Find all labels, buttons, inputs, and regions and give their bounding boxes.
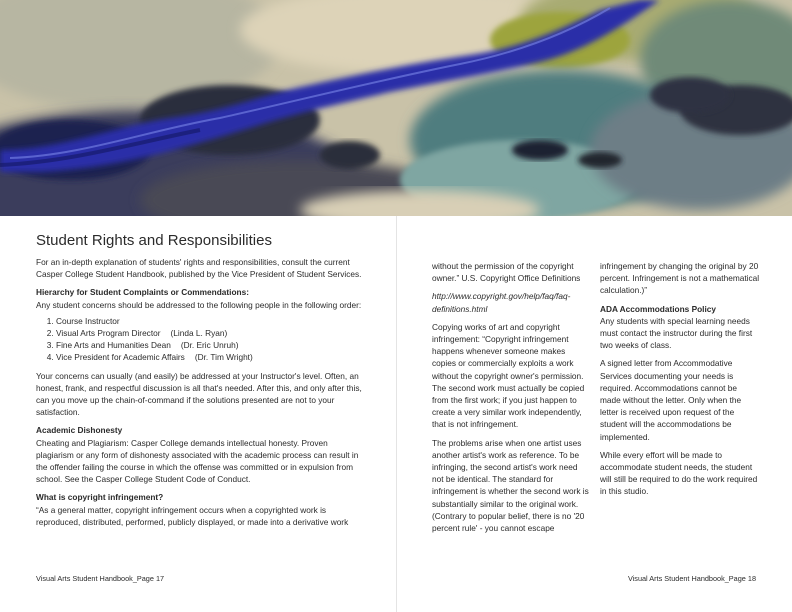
reference-paragraph: The problems arise when one artist uses another artist's work as reference. To be infringing, the second artist's work need not be identical. The standard for infringement is whether the second work is substantially similar to the original work. (Contrary to popular belief, there is no '20 percent rule' - you cannot escape (432, 437, 589, 534)
copyright-heading: What is copyright infringement? (36, 492, 164, 503)
intro-paragraph: For an in-depth explanation of students' rights and responsibilities, consult the current Casper College Student Handbook, published by the Vice President of Student Services. (36, 257, 362, 280)
ada-paragraph-1: Any students with special learning needs must contact the instructor during the first two weeks of class. (600, 315, 753, 351)
ada-paragraph-3: While every effort will be made to accommodate student needs, the student will still be required to do the work required in this studio. (600, 449, 758, 497)
dishonesty-heading: Academic Dishonesty (36, 425, 123, 436)
left-page-body (36, 256, 362, 534)
page-spine (396, 216, 397, 612)
concerns-paragraph: Your concerns can usually (and easily) be addressed at your Instructor's level. Often, an honest, frank, and respectful discussion is all that's needed. After this, and only after this, can you move up the chain-of-command if the solutions presented are not to your satisfaction. (36, 370, 362, 418)
right-page-column-1 (432, 260, 590, 540)
list-item: 1. Course Instructor (56, 315, 362, 327)
copyright-continued-paragraph: without the permission of the copyright owner.” U.S. Copyright Office Definitions (432, 261, 581, 284)
left-page-footer: Visual Arts Student Handbook_Page 17 (36, 574, 165, 583)
hierarchy-intro: Any student concerns should be addressed to the following people in the following order: (36, 299, 362, 310)
hierarchy-heading: Hierarchy for Student Complaints or Commendations: (36, 287, 249, 298)
page-title: Student Rights and Responsibilities (36, 232, 272, 249)
list-item: 3. Fine Arts and Humanities Dean (Dr. Eric Unruh) (56, 339, 362, 351)
right-page-column-2 (600, 260, 760, 504)
infringement-continued-paragraph: infringement by changing the original by 20 percent. Infringement is not a mathematical calculation.)” (600, 261, 760, 296)
header-painting-image (0, 0, 792, 216)
copyright-definitions-link[interactable]: http://www.copyright.gov/help/faq/faq-definitions.html (432, 291, 571, 314)
hierarchy-list (36, 315, 362, 364)
ada-paragraph-2: A signed letter from Accommodative Services documenting your needs is required. Accommodations cannot be made without the letter. Only when the letter is received upon request of the student will the accommodations be implemented. (600, 358, 742, 442)
ada-heading: ADA Accommodations Policy (600, 303, 717, 314)
right-page-footer: Visual Arts Student Handbook_Page 18 (627, 574, 756, 583)
list-item: 2. Visual Arts Program Director (Linda L. Ryan) (56, 327, 362, 339)
copying-art-paragraph: Copying works of art and copyright infringement: “Copyright infringement happens whenever someone makes copies or commercially exploits a work without the copyright owner's permission. The second work must actually be copied from the first work; if you just happen to create a very similar work independently, that is not infringement. (432, 321, 585, 430)
dishonesty-paragraph: Cheating and Plagiarism: Casper College demands intellectual honesty. Proven plagiarism or any form of dishonesty associated with the academic process can result in the offender failing the course in which the offense was committed or in expulsion from school. See the Casper College Student Code of Conduct. (36, 437, 359, 485)
copyright-paragraph: “As a general matter, copyright infringement occurs when a copyrighted work is reproduced, distributed, performed, publicly displayed, or made into a derivative work (36, 504, 349, 527)
list-item: 4. Vice President for Academic Affairs (Dr. Tim Wright) (56, 351, 362, 363)
